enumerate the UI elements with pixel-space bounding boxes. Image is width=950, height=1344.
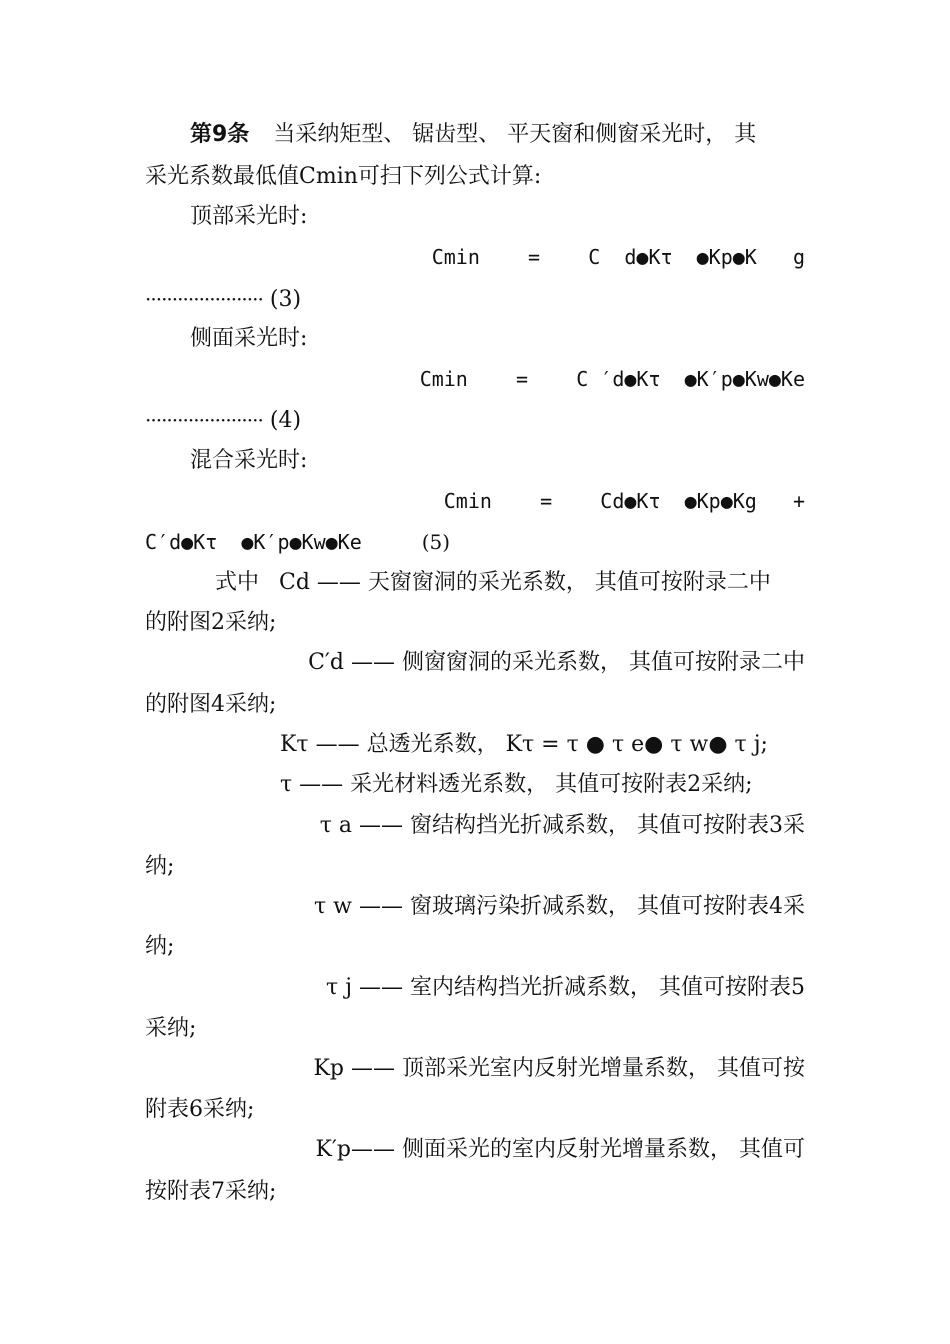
definition-cd: Cd —— 天窗窗洞的采光系数， 其值可按附录二中 (279, 570, 771, 595)
definition-kp-cont: 附表6采纳; (145, 1097, 255, 1122)
definition-k-prime-p: K′p—— 侧面采光的室内反射光增量系数， 其值可 (315, 1137, 805, 1162)
top-lighting-heading: 顶部采光时: (190, 204, 308, 229)
leader-dots: ······················ (145, 287, 263, 311)
definition-tau-w-cont: 纳; (145, 934, 175, 959)
definition-kp: Kp —— 顶部采光室内反射光增量系数， 其值可按 (313, 1056, 805, 1081)
definition-c-prime-d-cont: 的附图4采纳; (145, 692, 277, 717)
top-lighting-formula: Cmin = C d●Kτ ●Kp●K g (431, 245, 805, 269)
definition-tau-a: τ a —— 窗结构挡光折减系数， 其值可按附表3采 (319, 813, 805, 838)
mixed-lighting-formula-cont: C′d●Kτ ●K′p●Kw●Ke (145, 530, 362, 554)
mixed-lighting-formula: Cmin = Cd●Kτ ●Kp●Kg + (443, 489, 805, 513)
definition-tau-a-cont: 纳; (145, 854, 175, 879)
leader-dots: ······················ (145, 408, 263, 432)
equation-number-4: (4) (269, 408, 302, 433)
article-text-1: 当采纳矩型、 锯齿型、 平天窗和侧窗采光时， 其 (273, 122, 757, 147)
side-lighting-formula: Cmin = C ′d●Kτ ●K′p●Kw●Ke (419, 367, 805, 391)
definitions-intro: 式中 (215, 570, 260, 595)
side-lighting-equation-number-line (145, 403, 805, 437)
definition-tau: τ —— 采光材料透光系数， 其值可按附表2采纳; (280, 772, 753, 797)
equation-number-3: (3) (269, 287, 302, 312)
article-text-2: 采光系数最低值Cmin可扫下列公式计算: (145, 164, 542, 189)
definition-k-prime-p-cont: 按附表7采纳; (145, 1179, 277, 1204)
definition-tau-j: τ j —— 室内结构挡光折减系数， 其值可按附表5 (326, 975, 805, 1000)
mixed-lighting-formula-cont-line (145, 525, 805, 559)
definition-tau-w: τ w —— 窗玻璃污染折减系数， 其值可按附表4采 (314, 894, 805, 919)
definition-c-prime-d: C′d —— 侧窗窗洞的采光系数， 其值可按附录二中 (308, 650, 805, 675)
definition-cd-cont: 的附图2采纳; (145, 610, 277, 635)
definition-cd-line (215, 566, 805, 600)
side-lighting-heading: 侧面采光时: (190, 326, 308, 351)
article-label: 第9条 (190, 122, 250, 147)
definition-tau-j-cont: 采纳; (145, 1016, 197, 1041)
mixed-lighting-heading: 混合采光时: (190, 448, 308, 473)
article-first-line (190, 118, 805, 152)
equation-number-5: (5) (421, 530, 451, 554)
top-lighting-equation-number-line (145, 282, 805, 316)
definition-k-tau: Kτ —— 总透光系数， Kτ = τ ● τ e● τ w● τ j; (280, 732, 768, 757)
